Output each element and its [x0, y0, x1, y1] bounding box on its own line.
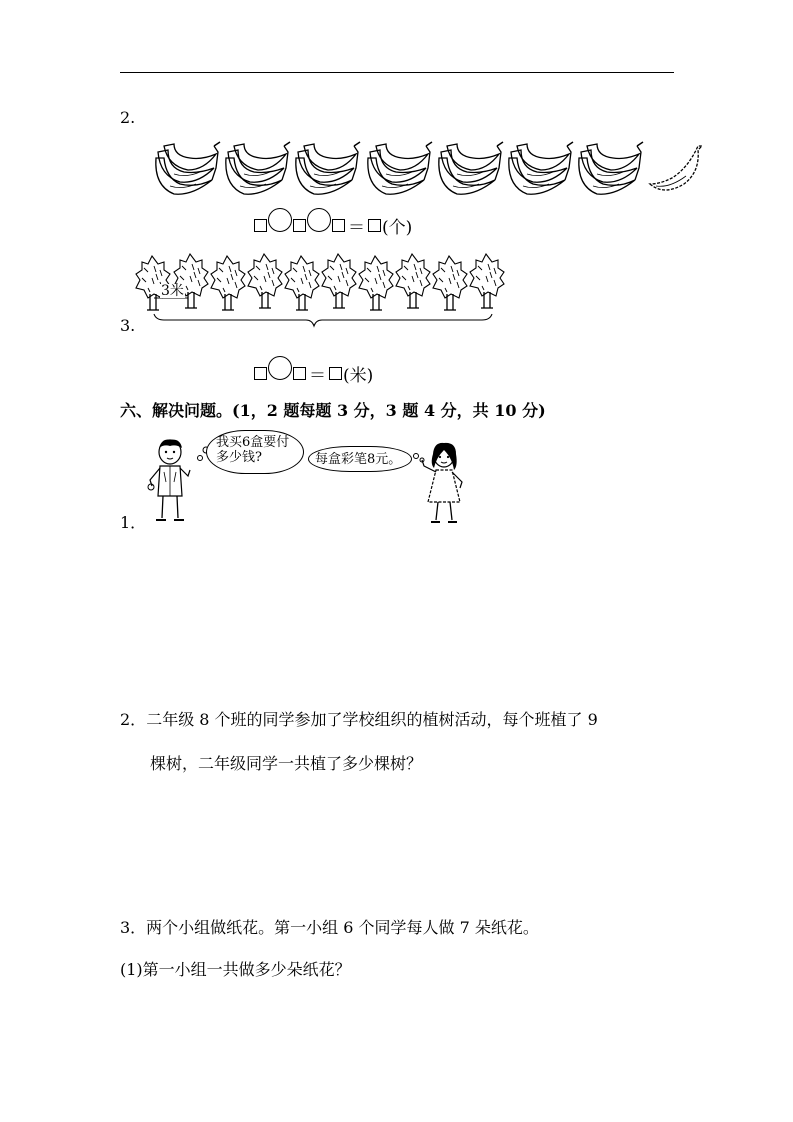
bubble-line: 我买6盒要付 — [216, 435, 290, 450]
total-length-brace — [154, 314, 492, 326]
segment-length-label: 3米 — [161, 283, 184, 299]
p2-line2: 棵树，二年级同学一共植了多少棵树？ — [150, 754, 423, 773]
tree-icon — [470, 254, 504, 308]
answer-box[interactable] — [368, 219, 381, 232]
q2-number: 2. — [120, 108, 136, 127]
tree-icon — [248, 254, 282, 308]
banana-bunch-icon — [439, 142, 503, 194]
boy-figure — [140, 436, 198, 524]
q3-number: 3. — [120, 316, 136, 335]
q2-equation — [254, 212, 412, 238]
answer-box[interactable] — [254, 219, 267, 232]
tree-icon — [174, 254, 208, 308]
equals-sign: ＝ — [309, 365, 326, 386]
header-rule — [120, 72, 674, 73]
boy-speech-bubble — [206, 430, 304, 474]
banana-row-figure — [152, 134, 712, 198]
banana-bunch-icon — [579, 142, 643, 194]
answer-box[interactable] — [329, 367, 342, 380]
operator-circle[interactable] — [268, 356, 292, 380]
girl-speech-bubble — [308, 446, 412, 472]
banana-bunch-icon — [368, 142, 432, 194]
banana-bunch-icon — [509, 142, 573, 194]
tree-icon — [433, 256, 467, 310]
tree-icon — [396, 254, 430, 308]
bubble-text: 每盒彩笔8元。 — [315, 452, 402, 467]
section-title: 六、解决问题。(1，2 题每题 3 分，3 题 4 分，共 10 分) — [120, 401, 546, 420]
operator-circle[interactable] — [307, 208, 331, 232]
p1-number: 1． — [120, 513, 147, 532]
answer-box[interactable] — [332, 219, 345, 232]
girl-figure — [416, 440, 470, 526]
p3-line1: 3．两个小组做纸花。第一小组 6 个同学每人做 7 朵纸花。 — [120, 918, 539, 937]
boy-icon — [140, 436, 198, 524]
answer-box[interactable] — [293, 219, 306, 232]
tree-icon — [359, 256, 393, 310]
p2-line1 — [120, 712, 598, 728]
answer-box[interactable] — [293, 367, 306, 380]
unit-label: (米) — [343, 365, 374, 386]
unit-label: (个) — [382, 217, 413, 238]
p3-sub1: (1)第一小组一共做多少朵纸花？ — [120, 960, 351, 979]
banana-bunch-icon — [156, 142, 220, 194]
answer-box[interactable] — [254, 367, 267, 380]
banana-bunch-icon — [226, 142, 290, 194]
tree-icon — [322, 254, 356, 308]
banana-bunch-icon — [296, 142, 360, 194]
tree-icon — [285, 256, 319, 310]
girl-icon — [416, 440, 470, 526]
tree-row-figure — [134, 246, 514, 332]
tree-row — [134, 246, 514, 332]
p2-text: 二年级 8 个班的同学参加了学校组织的植树活动，每个班植了 9 — [146, 710, 598, 729]
operator-circle[interactable] — [268, 208, 292, 232]
banana-row — [152, 134, 712, 198]
q3-equation — [254, 360, 373, 386]
p2-number: 2． — [120, 710, 147, 729]
bubble-line: 多少钱? — [216, 450, 262, 465]
tree-icon — [211, 256, 245, 310]
equals-sign: ＝ — [348, 217, 365, 238]
single-banana-icon — [650, 146, 702, 190]
